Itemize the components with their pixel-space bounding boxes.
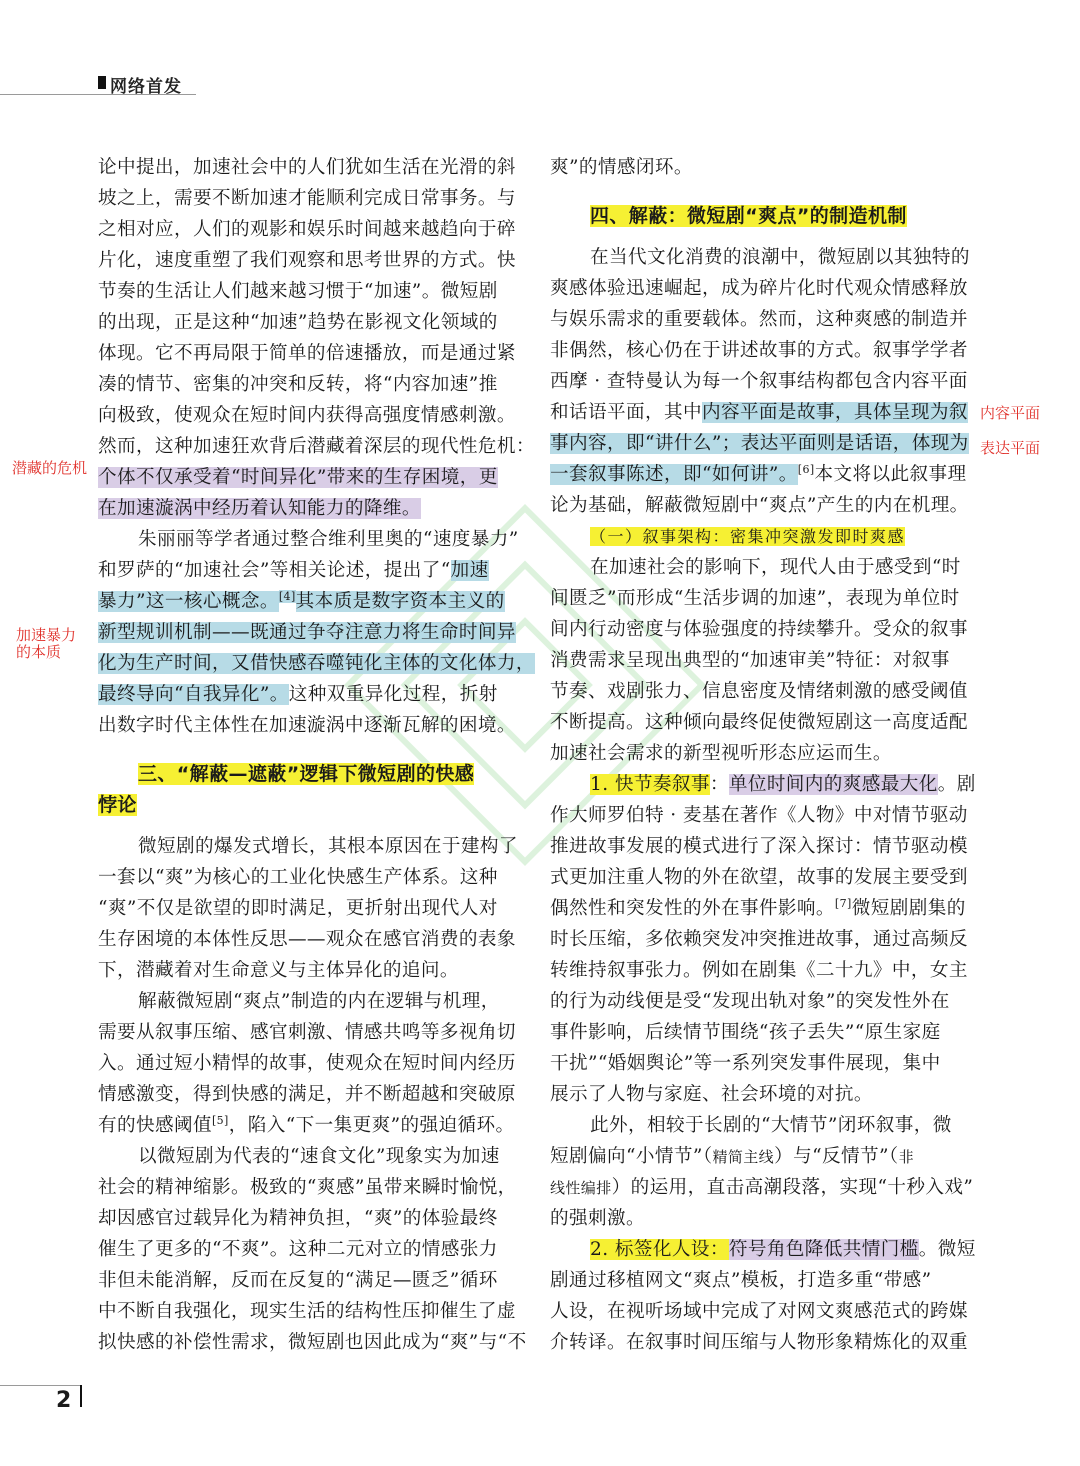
text-line: 非但未能消解，反而在反复的“满足—匮乏”循环 [98, 1270, 498, 1291]
text-line: 中不断自我强化，现实生活的结构性压抑催生了虚 [98, 1301, 516, 1322]
text-line: 凑的情节、密集的冲突和反转，将“内容加速”推 [98, 374, 498, 395]
citation-ref: [4] [278, 589, 296, 603]
text-line: 爽”的情感闭环。 [550, 157, 693, 178]
text-span-small: 线性编排 [550, 1179, 612, 1197]
highlight-blue: 新型规训机制——既通过争夺注意力将生命时间异 [98, 622, 516, 643]
highlight-blue: 一套叙事陈述，即“如何讲”。 [550, 464, 798, 485]
text-line: 加速社会需求的新型视听形态应运而生。 [550, 743, 892, 764]
highlight-blue: 化为生产时间，又借快感吞噬钝化主体的文化体力， [98, 653, 535, 674]
margin-note-essence-1: 加速暴力 [16, 626, 77, 644]
text-span: ： [709, 774, 729, 795]
text-line: 时长压缩，多依赖突发冲突推进故事，通过高频反 [550, 929, 968, 950]
highlight-blue: 暴力”这一核心概念。 [98, 591, 279, 612]
text-line: 微短剧的爆发式增长，其根本原因在于建构了 [138, 836, 518, 857]
text-line: 生存困境的本体性反思——观众在感官消费的表象 [98, 929, 516, 950]
text-line: 的行为动线便是受“发现出轨对象”的突发性外在 [550, 991, 950, 1012]
text-line: 干扰”“婚姻舆论”等一系列突发事件展现，集中 [550, 1053, 941, 1074]
right-column [550, 152, 976, 1358]
text-span: 本文将以此叙事理 [814, 464, 967, 485]
section-3-title-cont: 悖论 [98, 794, 137, 816]
text-line: 出数字时代主体性在加速漩涡中逐渐瓦解的困境。 [98, 715, 516, 736]
text-line: 式更加注重人物的外在欲望，故事的发展主要受到 [550, 867, 968, 888]
margin-note-expression-plane: 表达平面 [980, 439, 1041, 457]
citation-ref: [6] [797, 462, 815, 476]
citation-ref: [5] [211, 1113, 229, 1127]
citation-ref: [7] [834, 896, 852, 910]
text-line: 然而，这种加速狂欢背后潜藏着深层的现代性危机： [98, 436, 535, 457]
text-line: 需要从叙事压缩、感官刺激、情感共鸣等多视角切 [98, 1022, 516, 1043]
text-line: 节奏的生活让人们越来越习惯于“加速”。微短剧 [98, 281, 498, 302]
text-line: 与娱乐需求的重要载体。然而，这种爽感的制造并 [550, 309, 968, 330]
text-line: 此外，相较于长剧的“大情节”闭环叙事，微 [590, 1115, 952, 1136]
text-line: 作大师罗伯特 · 麦基在著作《人物》中对情节驱动 [550, 805, 968, 826]
text-line: 朱丽丽等学者通过整合维利里奥的“速度暴力” [138, 529, 519, 550]
page-number: 2 [56, 1388, 72, 1413]
text-span-small: 精简主线 [712, 1148, 775, 1166]
footer-rule-vertical [80, 1385, 82, 1407]
subsection-1-title: （一）叙事架构：密集冲突激发即时爽感 [590, 527, 906, 546]
highlight-purple: 在加速漩涡中经历着认知能力的降维。 [98, 498, 421, 519]
text-line: 一套以“爽”为核心的工业化快感生产体系。这种 [98, 867, 498, 888]
text-span: ，陷入“下一集更爽”的强迫循环。 [228, 1115, 515, 1136]
text-span: 和话语平面，其中 [550, 402, 702, 423]
text-line: 在当代文化消费的浪潮中，微短剧以其独特的 [590, 247, 970, 268]
text-line: 爽感体验迅速崛起，成为碎片化时代观众情感释放 [550, 278, 968, 299]
text-span: 微短剧剧集的 [851, 898, 966, 919]
text-span: ）的运用，直击高潮段落，实现“十秒入戏” [611, 1177, 974, 1198]
text-line: 催生了更多的“不爽”。这种二元对立的情感张力 [98, 1239, 498, 1260]
text-line: 的出现，正是这种“加速”趋势在影视文化领域的 [98, 312, 498, 333]
text-line: 体现。它不再局限于简单的倍速播放，而是通过紧 [98, 343, 516, 364]
text-line: 非偶然，核心仍在于讲述故事的方式。叙事学学者 [550, 340, 968, 361]
text-span: 和罗萨的“加速社会”等相关论述，提出了“ [98, 560, 451, 581]
text-line: 推进故事发展的模式进行了深入探讨：情节驱动模 [550, 836, 968, 857]
highlight-blue: 最终导向“自我异化”。 [98, 684, 289, 705]
left-column [98, 152, 535, 1358]
text-span: 短剧偏向“小情节”（ [550, 1146, 713, 1167]
text-line: 人设，在视听场域中完成了对网文爽感范式的跨媒 [550, 1301, 968, 1322]
text-line: 论中提出，加速社会中的人们犹如生活在光滑的斜 [98, 157, 516, 178]
margin-note-hidden-crisis: 潜藏的危机 [12, 459, 88, 477]
text-line: 转维持叙事张力。例如在剧集《二十九》中，女主 [550, 960, 968, 981]
header-square-icon [98, 76, 106, 89]
highlight-purple: 单位时间内的爽感最大化 [728, 774, 938, 795]
footer-rule [0, 1385, 80, 1386]
section-4-title: 四、解蔽：微短剧“爽点”的制造机制 [590, 205, 907, 227]
highlight-yellow: 1. 快节奏叙事 [590, 774, 710, 795]
highlight-yellow: 2. 标签化人设： [590, 1239, 729, 1260]
text-line: 介转译。在叙事时间压缩与人物形象精炼化的双重 [550, 1332, 968, 1353]
margin-note-essence-2: 的本质 [16, 643, 62, 661]
text-span: 这种双重异化过程，折射 [288, 684, 498, 705]
text-line: 之相对应，人们的观影和娱乐时间越来越趋向于碎 [98, 219, 516, 240]
margin-note-content-plane: 内容平面 [980, 404, 1041, 422]
text-line: 却因感官过载异化为精神负担，“爽”的体验最终 [98, 1208, 498, 1229]
text-line: “爽”不仅是欲望的即时满足，更折射出现代人对 [98, 898, 498, 919]
text-line: 入。通过短小精悍的故事，使观众在短时间内经历 [98, 1053, 516, 1074]
text-line: 间匮乏”而形成“生活步调的加速”，表现为单位时 [550, 588, 960, 609]
text-span: ）与“反情节”（ [774, 1146, 899, 1167]
text-line: 以微短剧为代表的“速食文化”现象实为加速 [138, 1146, 500, 1167]
text-span: 。微短 [918, 1239, 976, 1260]
highlight-blue: 内容平面是故事，具体呈现为叙 [701, 402, 968, 423]
highlight-blue: 其本质是数字资本主义的 [295, 591, 505, 612]
text-span: 偶然性和突发性的外在事件影响。 [550, 898, 835, 919]
header-label: 网络首发 [110, 77, 182, 97]
highlight-purple: 符号角色降低共情门槛 [728, 1239, 919, 1260]
text-line: 节奏、戏剧张力、信息密度及情绪刺激的感受阈值 [550, 681, 968, 702]
text-line: 事件影响，后续情节围绕“孩子丢失”“原生家庭 [550, 1022, 941, 1043]
text-line: 片化，速度重塑了我们观察和思考世界的方式。快 [98, 250, 516, 271]
text-line: 下，潜藏着对生命意义与主体异化的追问。 [98, 960, 459, 981]
highlight-purple: 个体不仅承受着“时间异化”带来的生存困境，更 [98, 467, 498, 488]
text-line: 剧通过移植网文“爽点”模板，打造多重“带感” [550, 1270, 932, 1291]
text-span-small: 非 [898, 1148, 914, 1166]
text-line: 间内行动密度与体验强度的持续攀升。受众的叙事 [550, 619, 968, 640]
text-line: 的强刺激。 [550, 1208, 645, 1229]
text-line: 展示了人物与家庭、社会环境的对抗。 [550, 1084, 873, 1105]
text-span: 。剧 [937, 774, 976, 795]
highlight-blue: 加速 [450, 560, 489, 581]
text-line: 论为基础，解蔽微短剧中“爽点”产生的内在机理。 [550, 495, 969, 516]
text-line: 拟快感的补偿性需求，微短剧也因此成为“爽”与“不 [98, 1332, 527, 1353]
text-line: 西摩 · 查特曼认为每一个叙事结构都包含内容平面 [550, 371, 968, 392]
text-line: 不断提高。这种倾向最终促使微短剧这一高度适配 [550, 712, 968, 733]
text-line: 解蔽微短剧“爽点”制造的内在逻辑与机理， [138, 991, 500, 1012]
text-line: 情感激变，得到快感的满足，并不断超越和突破原 [98, 1084, 516, 1105]
highlight-blue: 事内容，即“讲什么”；表达平面则是话语，体现为 [550, 433, 969, 454]
text-span: 有的快感阈值 [98, 1115, 212, 1136]
text-line: 消费需求呈现出典型的“加速审美”特征：对叙事 [550, 650, 950, 671]
text-line: 坡之上，需要不断加速才能顺利完成日常事务。与 [98, 188, 516, 209]
section-3-title: 三、“解蔽—遮蔽”逻辑下微短剧的快感 [138, 763, 475, 785]
text-line: 向极致，使观众在短时间内获得高强度情感刺激。 [98, 405, 516, 426]
text-line: 社会的精神缩影。极致的“爽感”虽带来瞬时愉悦， [98, 1177, 517, 1198]
text-line: 在加速社会的影响下，现代人由于感受到“时 [590, 557, 961, 578]
